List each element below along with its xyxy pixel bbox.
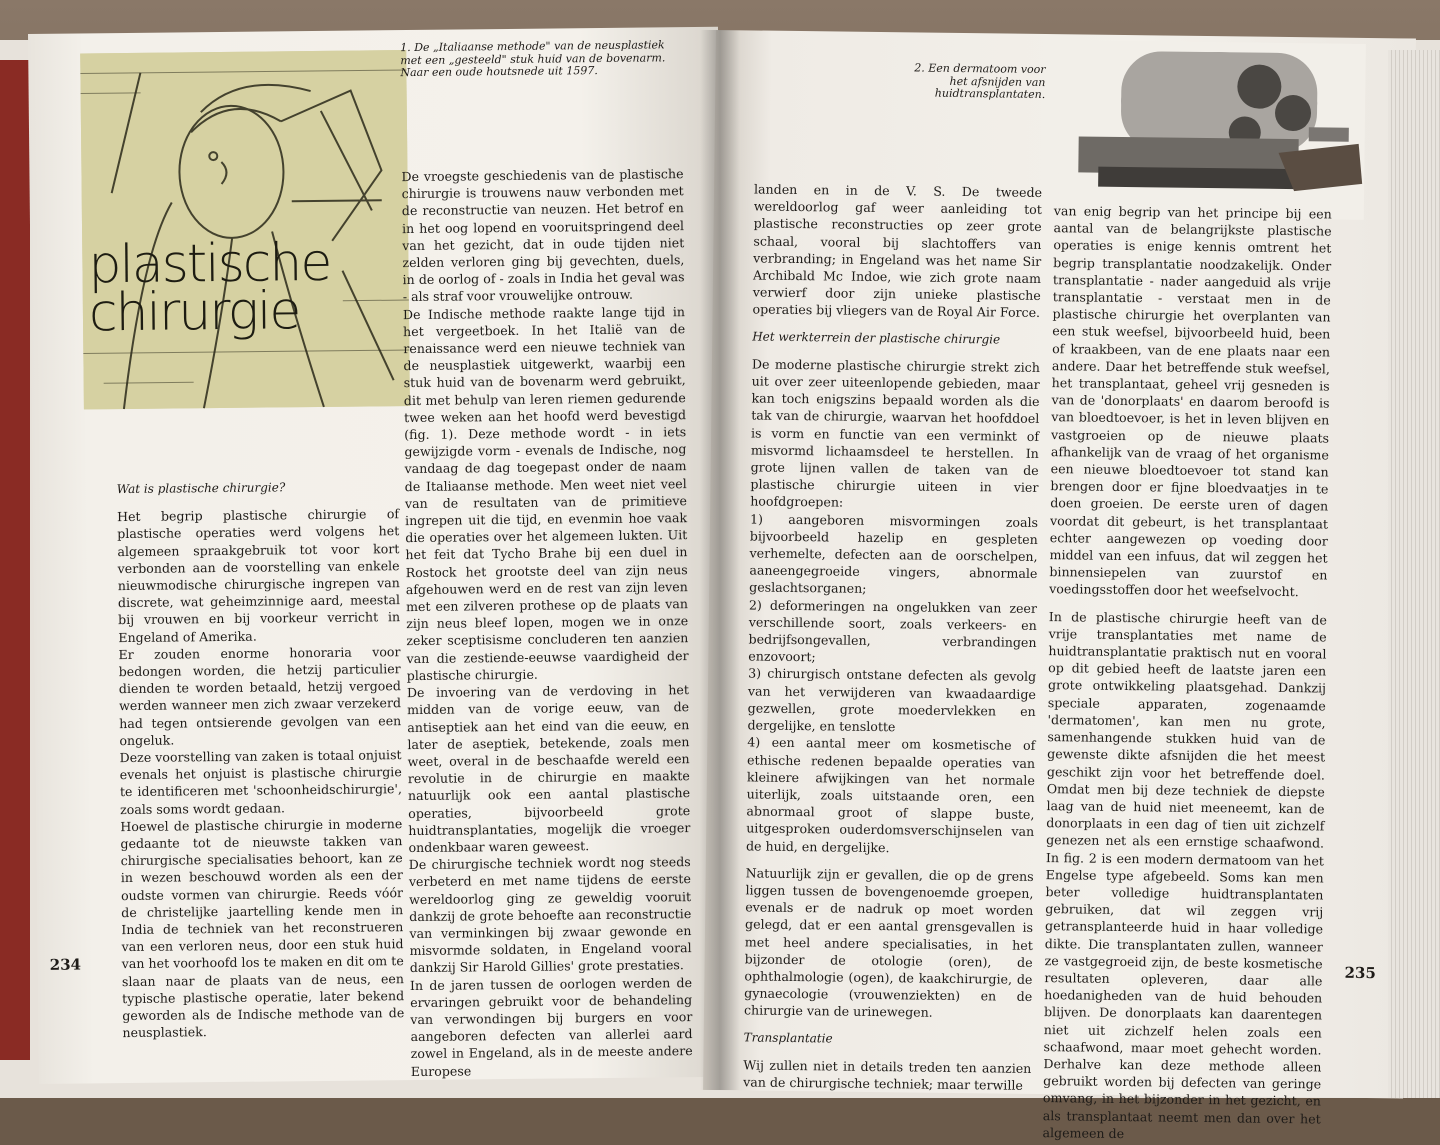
dermatome-photo [1058,40,1366,220]
paragraph: Het begrip plastische chirurgie of plastische operaties werd volgens het algemeen spraakgebruik tot voor kort verbonden aan de voorstelling van enkele nieuwmodische chirurgische ingrepen van discrete, wat geheimzinnige aard, meestal bij vrouwen en bij voorkeur verricht in Engeland of Amerika. [116,506,401,645]
chapter-title-line1: plastische [88,232,331,296]
section-heading: Het werkterrein der plastische chirurgie [752,329,1001,347]
chapter-title [88,232,331,344]
woodcut-figure-icon [80,50,410,409]
paragraph: In de plastische chirurgie heeft van de vrije transplantaties met name de huidtransplantatie praktisch nut en vooral op dit gebied heeft de laatste jaren een grote ontwikkeling plaatsgehad. Dankzij speciale apparaten, zogenaamde 'dermatomen', kan men nu grote, samenhangende stukken huid van de gewenste dikte afsnijden die het meest geschikt zijn voor het betreffende doel. Omdat men bij deze techniek de diepste laag van de huid niet meeneemt, kan de donorplaats in een dag of tien uit zichzelf genezen net als een ernstige schaafwond. In fig. 2 is een modern dermatoom van het Engelse type afgebeeld. Soms kan men beter volledige huidtransplantaten gebruiken, dat wil zeggen vrij getransplanteerde huid in haar volledige dikte. Die transplantaten zullen, wanneer ze vastgegroeid zijn, de beste kosmetische resultaten opleveren, daar alle hoedanigheden van de huid behouden blijven. De donorplaats kan daarentegen niet uit zichzelf helen zoals een schaafwond, maar moet gehecht worden. Derhalve kan deze methode alleen gebruikt worden bij defecten van geringe omvang, in het bijzonder in het gezicht, en als transplantaat neemt men dan over het algemeen de [1042,608,1327,1141]
paragraph: Natuurlijk zijn er gevallen, die op de grens liggen tussen de bovengenoemde groepen, evenals er de nadruk op moet worden gelegd, dat er een aantal grensgevallen is met heel andere specialisaties, in het bijzonder de otologie (oren), de ophthalmologie (ogen), de kaakchirurgie, de gynaecologie (vrouwenziekten) en de chirurgie van de urinewegen. [743,865,1034,1021]
right-column-2 [1042,202,1331,1144]
page-edges [1388,50,1440,1098]
right-page [703,30,1416,1141]
paragraph: De invoering van de verdoving in het midden van de vorige eeuw, van de antiseptiek aan het eind van die eeuw, en later de aseptiek, betekende, zoals men weet, overal in de beschaafde wereld een revolutie in de chirurgie en maakte natuurlijk ook een aantal plastische operaties, bijvoorbeeld grote huidtransplantaties, mogelijk die vroeger ondenkbaar waren geweest. [406,682,691,855]
paragraph: Er zouden enorme honoraria voor bedongen worden, die hetzij particulier dienden te worden betaald, hetzij vergoed werden wanneer men zich zwaar verzekerd had tegen ontsierende gevolgen van een ongeluk. [118,643,402,748]
page-number-right: 235 [1344,963,1376,983]
woodcut-illustration [80,50,410,409]
paragraph: Hoewel de plastische chirurgie in moderne gedaante tot de nieuwste takken van chirurgische specialisaties behoort, kan ze in wezen beschouwd worden als een der oudste vormen van chirurgie. Reeds vóór de christelijke jaartelling kende men in India de techniek van het reconstrueren van een verloren neus, door een stuk huid van het voorhoofd los te maken en dit om te slaan naar de plaats van de neus, een typische plastische operatie, later bekend geworden als de Indische methode van de neusplastiek. [120,815,405,1041]
paragraph: De Indische methode raakte lange tijd in het vergeetboek. In het Italië van de renaissance werd een nieuwe techniek van de neusplastiek uitgewerkt, waarbij een stuk huid van de bovenarm werd gebruikt, dit met behulp van leren riemen gedurende twee weken aan het hoofd werd bevestigd (fig. 1). Deze methode wordt - in iets gewijzigde vorm - evenals de Indische, nog vandaag de dag toegepast onder de naam de Italiaanse methode. Men weet niet veel van de resultaten van de primitieve ingrepen uit die tijd, en evenmin hoe vaak die operaties over het algemeen lukten. Uit het feit dat Tycho Brahe bij een duel in Rostock het grootste deel van zijn neus afgehouwen werd en de rest van zijn leven met een zilveren prothese op de plaats van zijn neus bleef lopen, mogen we in onze zeker sceptisisme concluderen ten aanzien van die zestiende-eeuwse vaardigheid der plastische chirurgie. [402,303,689,683]
section-heading: Wat is plastische chirurgie? [116,480,286,497]
book-spine-edge [0,60,30,1060]
book-gutter [700,30,740,1090]
figure1-caption: 1. De „Italiaanse methode" van de neusplastiek met een „gesteeld" stuk huid van de bovenarm. Naar een oude houtsnede uit 1597. [400,38,666,80]
paragraph: Wij zullen niet in details treden ten aanzien van de chirurgische techniek; maar terwille [743,1057,1032,1093]
paragraph: van enig begrip van het principe bij een aantal van de belangrijkste plastische operaties is enige kennis omtrent het begrip transplantatie noodzakelijk. Onder transplantatie - nader aangeduid als vrije transplantatie - verstaat men in de plastische chirurgie het overplanten van een stuk weefsel, bijvoorbeeld huid, been of kraakbeen, van de ene plaats naar een andere. Daar het betreffende stuk weefsel, het transplantaat, geheel vrij gesneden is van de 'donorplaats' en daarom beroofd is van bloedtoevoer, is het in leven blijven en vastgroeien op de nieuwe plaats afhankelijk van de vraag of het organisme een nieuwe bloedtoevoer tot stand kan brengen door er fijne bloedvaatjes in te doen groeien. De eerste uren of dagen voordat dit gebeurt, is het transplantaat echter aangewezen op voeding door middel van een infuus, dat wil zeggen het binnensiepelen van zuurstof en voedingsstoffen door het weefselvocht. [1049,203,1332,600]
list-item: 2) deformeringen na ongelukken van zeer verschillende soort, zoals verkeers- en bedrijfsongevallen, verbrandingen enzovoort; [748,597,1038,665]
left-page [28,27,729,1084]
list-item: 3) chirurgisch ontstane defecten als gevolg van het verwijderen van kwaadaardige gezwellen, grote moedervlekken en dergelijke, en tenslotte [747,665,1037,735]
left-column-1 [117,478,405,1041]
figure2-caption: 2. Een dermatoom voor het afsnijden van huidtransplantaten. [914,61,1046,102]
page-number-left: 234 [49,955,82,974]
left-column-2 [401,165,693,1080]
paragraph: landen en in de V. S. De tweede wereldoorlog gaf weer aanleiding tot plastische reconstructies op zeer grote schaal, vooral bij slachtoffers van verbranding; in Engeland was het name Sir Archibald Mc Indoe, wie zich grote naam verwierf door zijn unieke plastische operaties bij vliegers van de Royal Air Force. [752,181,1043,321]
paragraph: In de jaren tussen de oorlogen werden de ervaringen gebruikt voor de behandeling van verwondingen bij burgers en voor aangeboren defecten van allerlei aard zowel in Engeland, als in de meeste andere Europese [409,974,693,1079]
paragraph: De moderne plastische chirurgie strekt zich uit over zeer uiteenlopende gebieden, maar kan toch enigszins bepaald worden als die tak van de chirurgie, waarvan het hoofddoel is vorm en functie van een verminkt of misvormd lichaamsdeel te herstellen. In grote lijnen vallen de taken van de plastische chirurgie uiteen in vier hoofdgroepen: [750,356,1040,511]
section-heading: Transplantatie [743,1029,833,1046]
paragraph: Deze voorstelling van zaken is totaal onjuist evenals het onjuist is plastische chirurgie te identificeren met 'schoonheidschirurgie', zoals soms wordt gedaan. [119,747,403,817]
list-item: 1) aangeboren misvormingen zoals bijvoorbeeld hazelip en gespleten verhemelte, defecten aan de oorschelpen, aaneengegroeide vingers, abnormale geslachtsorganen; [749,511,1039,597]
paragraph: De vroegste geschiedenis van de plastische chirurgie is trouwens nauw verbonden met de reconstructie van neuzen. Het betrof en in het oog lopend en vooruitspringend deel van het gezicht, dat in oude tijden niet zelden verloren ging bij gevechten, duels, in de oorlog of - zoals in India het geval was - als straf voor vrouwelijke ontrouw. [401,166,685,305]
paragraph: De chirurgische techniek wordt nog steeds verbeterd en met name tijdens de eerste wereldoorlog ging ze geweldig vooruit dankzij de grote behoefte aan reconstructie van verminkingen bij zwaar gewonde en misvormde soldaten, in Engeland vooral dankzij Sir Harold Gillies' grote prestaties. [408,854,692,976]
list-item: 4) een aantal meer om kosmetische of ethische redenen bepaalde operaties van kleinere afwijkingen van het normale uiterlijk, zoals uitstaande oren, een abnormaal groot of slappe buste, uitgesproken ouderdomsverschijnselen van de huid, en dergelijke. [745,734,1036,855]
right-column-1 [743,180,1042,1094]
chapter-title-line2: chirurgie [88,281,300,344]
